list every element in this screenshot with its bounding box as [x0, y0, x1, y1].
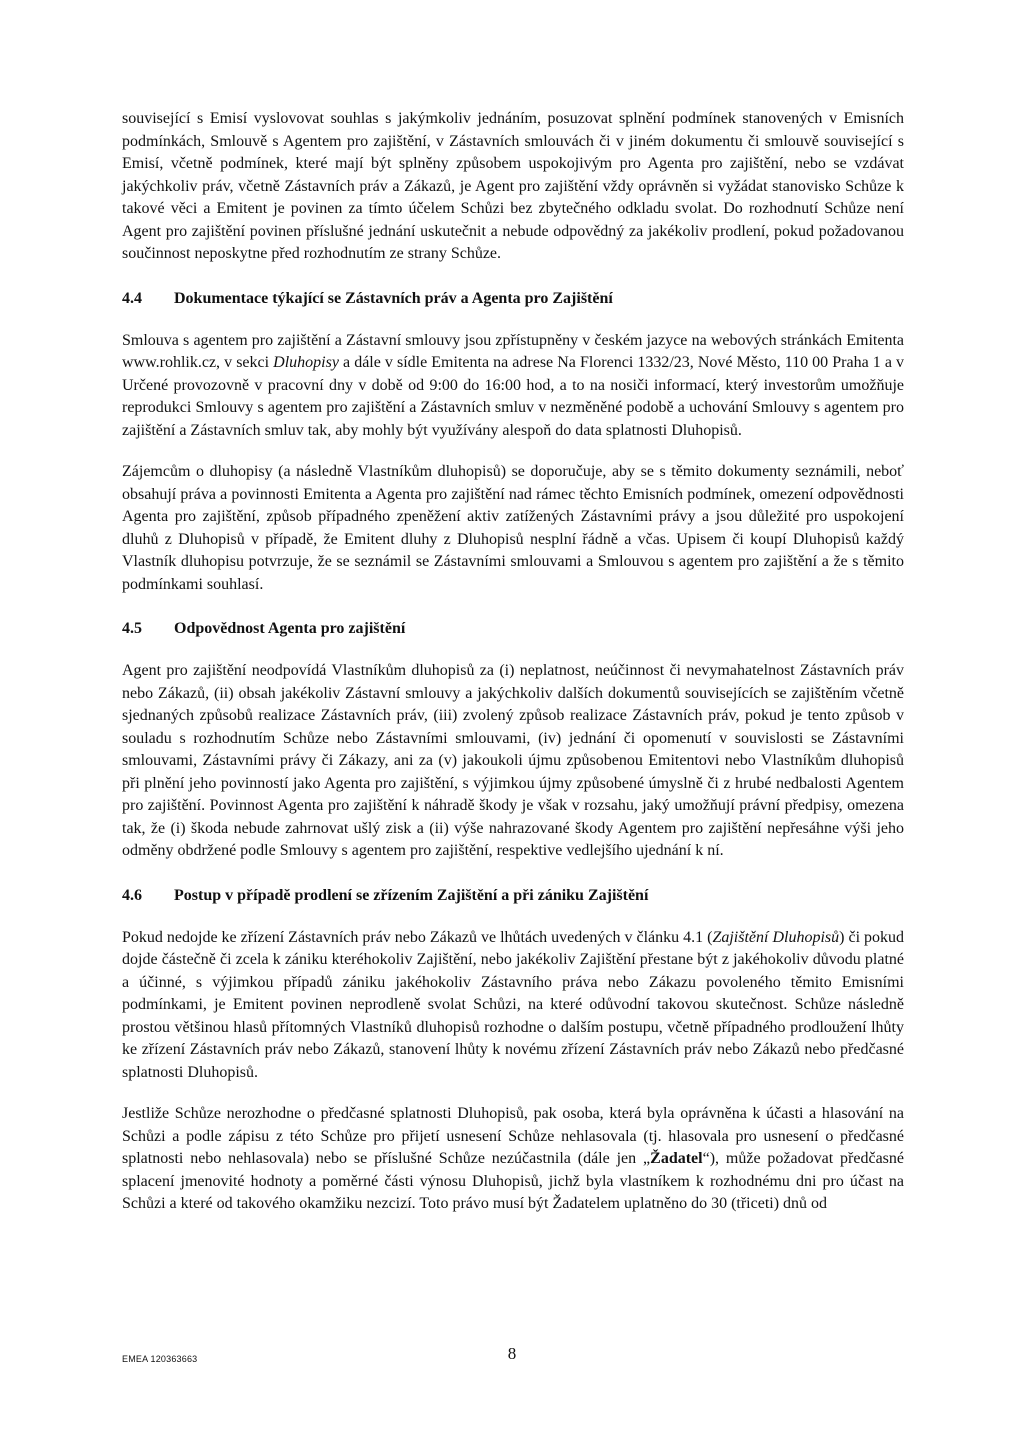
section-title: Odpovědnost Agenta pro zajištění [174, 620, 406, 637]
document-page [122, 108, 904, 1216]
text-run: Smlouva s agentem pro zajištění a Zástavní smlouvy jsou zpřístupněny v českém jazyce na webových stránkách Emitenta www.rohlik.cz, v sekci [122, 331, 904, 371]
italic-text-run: Dluhopisy [273, 354, 339, 371]
section-title: Dokumentace týkající se Zástavních práv a Agenta pro Zajištění [174, 289, 613, 307]
section-heading-4-6 [122, 885, 904, 907]
section-number: 4.5 [122, 620, 142, 637]
section-4-4-paragraph-1 [122, 330, 904, 443]
text-run: ) či pokud dojde částečně či zcela k zániku kteréhokoliv Zajištění, nebo jakékoliv Zajištění přestane být z jakéhokoliv důvodu platné a účinné, s výjimkou případů zániku jakéhokoliv Zástavního práva nebo Zákazu povoleného těmito Emisními podmínkami, je Emitent povinen neprodleně svolat Schůzi, na které odůvodní takovou skutečnost. Schůze následně prostou většinou hlasů přítomných Vlastníků dluhopisů rozhodne o dalším postupu, včetně případného prodloužení lhůty ke zřízení Zástavních práv nebo Zákazů, stanovení lhůty k novému zřízení Zástavních práv nebo Zákazů nebo předčasné splatnosti Dluhopisů. [122, 928, 905, 1081]
section-title: Postup v případě prodlení se zřízením Zajištění a při zániku Zajištění [174, 886, 649, 904]
section-4-5-paragraph-1: Agent pro zajištění neodpovídá Vlastníkům dluhopisů za (i) neplatnost, neúčinnost či nevymahatelnost Zástavních práv nebo Zákazů, (ii) obsah jakékoliv Zástavní smlouvy a jakýchkoliv dalších dokumentů souvisejících se zajištěním včetně sjednaných způsobů realizace Zástavních práv, (iii) zvolený způsob realizace Zástavních práv, pokud je tento způsob v souladu s rozhodnutím Schůze nebo Zástavními smlouvami, (iv) jednání či opomenutí v souvislosti se Zástavními smlouvami, Zástavními právy či Zákazy, ani za (v) jakoukoli újmu způsobenou Emitentovi nebo Vlastníkům dluhopisů při plnění jeho povinností jako Agenta pro zajištění, s výjimkou újmy způsobené úmyslně či z hrubé nedbalosti Agentem pro zajištění. Povinnost Agenta pro zajištění k náhradě škody je však v rozsahu, jaký umožňují právní předpisy, omezena tak, že (i) škoda nebude zahrnovat ušlý zisk a (ii) výše nahrazované škody Agentem pro zajištění nepřesáhne výši jeho odměny obdržené podle Smlouvy s agentem pro zajištění, respektive vedlejšího ujednání k ní. [122, 662, 904, 859]
section-heading-4-4 [122, 288, 904, 310]
page-number: 8 [507, 1344, 517, 1363]
bold-text-run: Žadatel [650, 1150, 703, 1167]
text-run: “), může požadovat předčasné splacení jmenovité hodnoty a poměrné části výnosu Dluhopisů, jichž byla vlastníkem k rozhodnému dni pro účast na Schůzi a které od takového okamžiku nezcizí. Toto právo musí být Žadatelem uplatněno do 30 (třiceti) dnů od [122, 1150, 905, 1212]
section-heading-4-5 [122, 618, 904, 640]
section-number: 4.4 [122, 289, 142, 307]
section-number: 4.6 [122, 886, 142, 904]
text-run: Jestliže Schůze nerozhodne o předčasné splatnosti Dluhopisů, pak osoba, která byla oprávněna k účasti a hlasování na Schůzi a podle zápisu z této Schůze pro přijetí usnesení Schůze nehlasovala (tj. hlasovala pro usnesení o předčasné splatnosti nebo nehlasovala) nebo se příslušné Schůze nezúčastnila (dále jen „ [122, 1105, 904, 1167]
document-reference: EMEA 120363663 [122, 1354, 198, 1364]
italic-text-run: Zajištění Dluhopisů [712, 928, 840, 946]
section-4-6-paragraph-2 [122, 1103, 904, 1216]
text-run: a dále v sídle Emitenta na adrese Na Florenci 1332/23, Nové Město, 110 00 Praha 1 a v Určené provozovně v pracovní dny v době od 9:00 do 16:00 hod, a to na nosiči informací, který investorům umožňuje reprodukci Smlouvy s agentem pro zajištění a Zástavních smluv v nezměněné podobě a uchování Smlouvy s agentem pro zajištění a Zástavních smluv tak, aby mohly být využívány alespoň do data splatnosti Dluhopisů. [122, 354, 905, 439]
intro-paragraph: související s Emisí vyslovovat souhlas s jakýmkoliv jednáním, posuzovat splnění podmínek stanovených v Emisních podmínkách, Smlouvě s Agentem pro zajištění, v Zástavních smlouvách či v jiném dokumentu či smlouvě související s Emisí, včetně podmínek, které mají být splněny způsobem uspokojivým pro Agenta pro zajištění, nebo se vzdávat jakýchkoliv práv, včetně Zástavních práv a Zákazů, je Agent pro zajištění vždy oprávněn si vyžádat stanovisko Schůze k takové věci a Emitent je povinen za tímto účelem Schůzi bez zbytečného odkladu svolat. Do rozhodnutí Schůze není Agent pro zajištění povinen příslušné jednání uskutečnit a nebude odpovědný za jakékoliv prodlení, pokud požadovanou součinnost neposkytne před rozhodnutím ze strany Schůze. [122, 110, 904, 262]
section-4-4-paragraph-2: Zájemcům o dluhopisy (a následně Vlastníkům dluhopisů) se doporučuje, aby se s těmito dokumenty seznámili, neboť obsahují práva a povinnosti Emitenta a Agenta pro zajištění nad rámec těchto Emisních podmínek, omezení odpovědnosti Agenta pro zajištění, způsob případného zpeněžení aktiv zatížených Zástavními právy a jsou důležité pro uspokojení dluhů z Dluhopisů v případě, že Emitent dluhy z Dluhopisů nesplní řádně a včas. Upisem či koupí Dluhopisů každý Vlastník dluhopisu potvrzuje, že se seznámil se Zástavními smlouvami a Smlouvou s agentem pro zajištění a že s těmito podmínkami souhlasí. [122, 463, 904, 593]
section-4-6-paragraph-1 [122, 927, 904, 1085]
text-run: Pokud nedojde ke zřízení Zástavních práv nebo Zákazů ve lhůtách uvedených v článku 4.1 ( [122, 928, 713, 946]
